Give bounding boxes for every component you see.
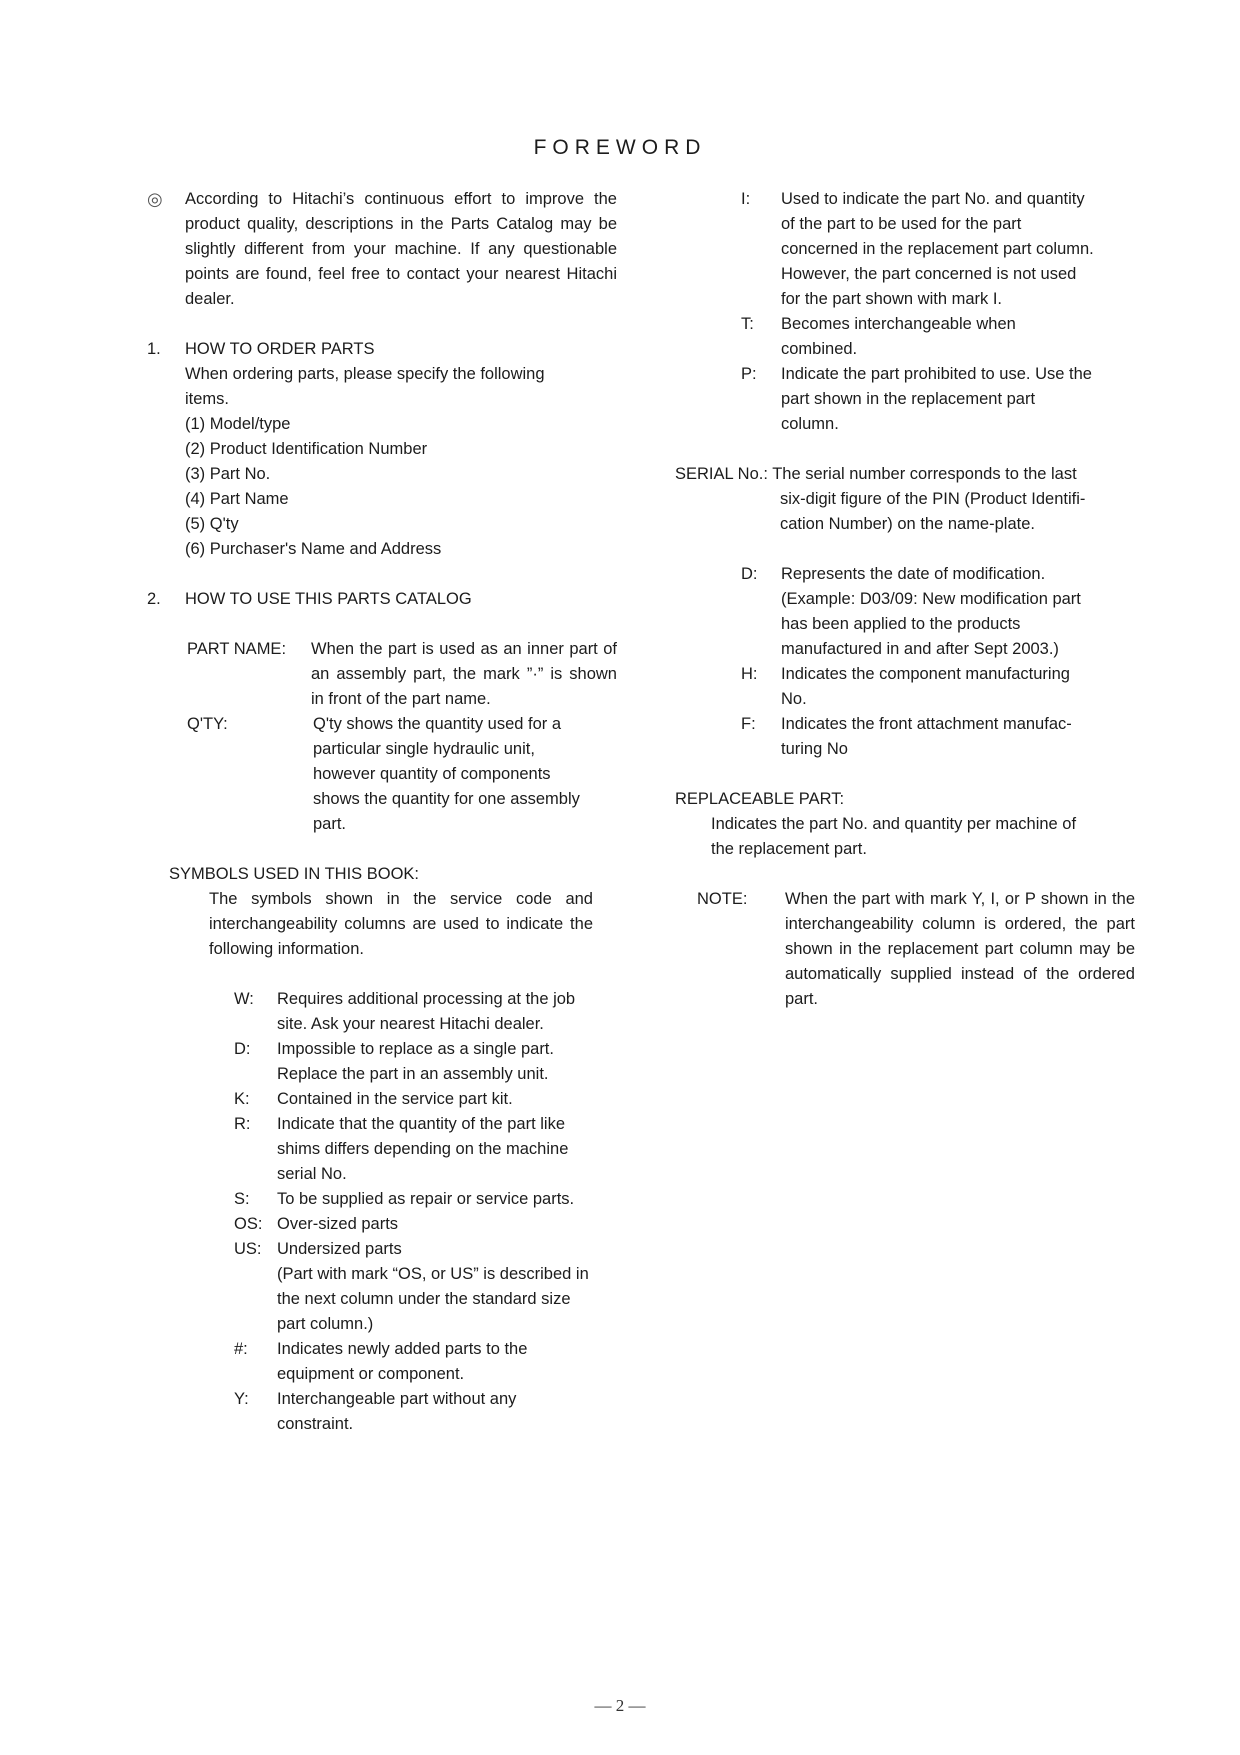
serial-number-definition xyxy=(675,462,1135,537)
symbol-item xyxy=(741,187,1135,312)
symbol-item xyxy=(234,1337,617,1387)
symbol-item xyxy=(234,1212,617,1237)
symbol-line: Becomes interchangeable when xyxy=(781,315,1016,333)
part-name-label: PART NAME: xyxy=(187,640,287,658)
qty-text-line: shows the quantity for one assembly xyxy=(313,790,580,808)
symbol-line: Represents the date of modification. xyxy=(781,565,1046,583)
qty-text-line: part. xyxy=(313,815,347,833)
section-how-to-order xyxy=(147,337,617,562)
symbol-code: W: xyxy=(234,990,254,1008)
symbol-line: site. Ask your nearest Hitachi dealer. xyxy=(277,1015,544,1033)
symbol-line: Interchangeable part without any xyxy=(277,1390,517,1408)
symbol-line: concerned in the replacement part column. xyxy=(781,240,1094,258)
symbols-heading: SYMBOLS USED IN THIS BOOK: xyxy=(169,865,420,883)
symbol-item xyxy=(741,362,1135,437)
qty-text-line: however quantity of components xyxy=(313,765,551,783)
symbol-code: K: xyxy=(234,1090,250,1108)
serial-line: cation Number) on the name-plate. xyxy=(780,515,1035,533)
order-intro-line: When ordering parts, please specify the following xyxy=(185,365,545,383)
symbol-item xyxy=(741,712,1135,762)
symbol-item xyxy=(741,662,1135,712)
symbol-code: S: xyxy=(234,1190,250,1208)
symbol-line: However, the part concerned is not used xyxy=(781,265,1077,283)
symbol-line: Indicate that the quantity of the part like xyxy=(277,1115,566,1133)
symbol-code: US: xyxy=(234,1240,262,1258)
replaceable-line: the replacement part. xyxy=(711,840,867,858)
intro-paragraph xyxy=(147,187,617,312)
order-item: (3) Part No. xyxy=(185,465,271,483)
symbol-code: T: xyxy=(741,315,754,333)
symbol-code: Y: xyxy=(234,1390,249,1408)
double-circle-icon: ◎ xyxy=(147,189,163,209)
symbol-code: F: xyxy=(741,715,756,733)
right-symbol-list-top xyxy=(675,187,1135,437)
symbol-item xyxy=(234,1087,617,1112)
symbol-line: Indicates the component manufacturing xyxy=(781,665,1070,683)
symbol-line: Indicates the front attachment manufac- xyxy=(781,715,1072,733)
intro-text: According to Hitachi’s continuous effort to improve the product quality, descriptions in the Parts Catalog may be slightly different from your machine. If any questionable points are found, feel free to contact your nearest Hitachi dealer. xyxy=(185,190,617,308)
right-column xyxy=(675,187,1135,1012)
qty-text-line: Q'ty shows the quantity used for a xyxy=(313,715,562,733)
symbol-line: part column.) xyxy=(277,1315,374,1333)
symbol-code: OS: xyxy=(234,1215,263,1233)
symbol-line: serial No. xyxy=(277,1165,347,1183)
symbol-line: Replace the part in an assembly unit. xyxy=(277,1065,549,1083)
left-column xyxy=(147,187,617,1437)
section-heading: HOW TO USE THIS PARTS CATALOG xyxy=(185,590,472,608)
part-name-definition xyxy=(147,637,617,712)
replaceable-heading: REPLACEABLE PART: xyxy=(675,790,845,808)
symbol-line: Used to indicate the part No. and quantity xyxy=(781,190,1085,208)
symbol-line: equipment or component. xyxy=(277,1365,465,1383)
symbol-line: No. xyxy=(781,690,807,708)
symbol-line: shims differs depending on the machine xyxy=(277,1140,569,1158)
symbol-line: Contained in the service part kit. xyxy=(277,1090,513,1108)
symbol-line: part shown in the replacement part xyxy=(781,390,1036,408)
order-item: (4) Part Name xyxy=(185,490,289,508)
note-label: NOTE: xyxy=(697,890,748,908)
symbols-description: The symbols shown in the service code and interchangeability columns are used to indicate the following information. xyxy=(209,890,593,958)
symbol-code: H: xyxy=(741,665,758,683)
section-number: 2. xyxy=(147,590,161,608)
symbol-line: Indicates newly added parts to the xyxy=(277,1340,528,1358)
symbol-line: Over-sized parts xyxy=(277,1215,399,1233)
symbol-item xyxy=(234,1112,617,1187)
order-item: (1) Model/type xyxy=(185,415,291,433)
order-item: (2) Product Identification Number xyxy=(185,440,428,458)
serial-first-line: SERIAL No.: The serial number corresponds to the last xyxy=(675,465,1077,483)
symbol-code: P: xyxy=(741,365,757,383)
symbol-line: (Example: D03/09: New modification part xyxy=(781,590,1081,608)
symbol-item xyxy=(234,1037,617,1087)
symbol-line: for the part shown with mark I. xyxy=(781,290,1003,308)
symbol-code: I: xyxy=(741,190,751,208)
symbol-code: D: xyxy=(741,565,758,583)
symbol-line: Indicate the part prohibited to use. Use the xyxy=(781,365,1092,383)
page-title: FOREWORD xyxy=(533,136,707,159)
symbol-item xyxy=(741,562,1135,662)
symbol-line: column. xyxy=(781,415,839,433)
symbol-line: turing No xyxy=(781,740,848,758)
section-number: 1. xyxy=(147,340,161,358)
symbol-code: D: xyxy=(234,1040,251,1058)
symbol-line: manufactured in and after Sept 2003.) xyxy=(781,640,1059,658)
symbol-item xyxy=(234,1387,617,1437)
serial-line: six-digit figure of the PIN (Product Identifi- xyxy=(780,490,1086,508)
symbol-line: combined. xyxy=(781,340,858,358)
symbol-line: the next column under the standard size xyxy=(277,1290,571,1308)
note-text: When the part with mark Y, I, or P shown in the interchangeability column is ordered, the part shown in the replacement part column may be automatically supplied instead of the ordered part. xyxy=(785,890,1135,1008)
symbol-line: To be supplied as repair or service parts. xyxy=(277,1190,575,1208)
symbol-line: has been applied to the products xyxy=(781,615,1021,633)
part-name-text: When the part is used as an inner part of an assembly part, the mark ”·” is shown in front of the part name. xyxy=(311,640,617,708)
right-symbol-list-bottom xyxy=(675,562,1135,762)
symbol-item xyxy=(741,312,1135,362)
symbol-code: R: xyxy=(234,1115,251,1133)
replaceable-line: Indicates the part No. and quantity per machine of xyxy=(711,815,1077,833)
symbol-line: Requires additional processing at the job xyxy=(277,990,576,1008)
symbol-item xyxy=(234,987,617,1037)
page-number: — 2 — xyxy=(594,1696,646,1715)
qty-label: Q'TY: xyxy=(187,715,228,733)
section-how-to-use xyxy=(147,587,617,1437)
qty-definition xyxy=(147,712,617,837)
symbol-list xyxy=(147,987,617,1437)
order-item: (6) Purchaser's Name and Address xyxy=(185,540,442,558)
symbol-line: of the part to be used for the part xyxy=(781,215,1022,233)
symbol-line: (Part with mark “OS, or US” is described in xyxy=(277,1265,589,1283)
order-item: (5) Q'ty xyxy=(185,515,239,533)
symbol-line: Impossible to replace as a single part. xyxy=(277,1040,554,1058)
note-block xyxy=(675,887,1135,1012)
section-heading: HOW TO ORDER PARTS xyxy=(185,340,375,358)
symbol-line: Undersized parts xyxy=(277,1240,402,1258)
replaceable-part-definition xyxy=(675,787,1135,862)
symbol-line: constraint. xyxy=(277,1415,354,1433)
symbol-code: #: xyxy=(234,1340,248,1358)
symbol-item xyxy=(234,1187,617,1212)
qty-text-line: particular single hydraulic unit, xyxy=(313,740,535,758)
order-intro-line: items. xyxy=(185,390,230,408)
symbol-item xyxy=(234,1237,617,1337)
